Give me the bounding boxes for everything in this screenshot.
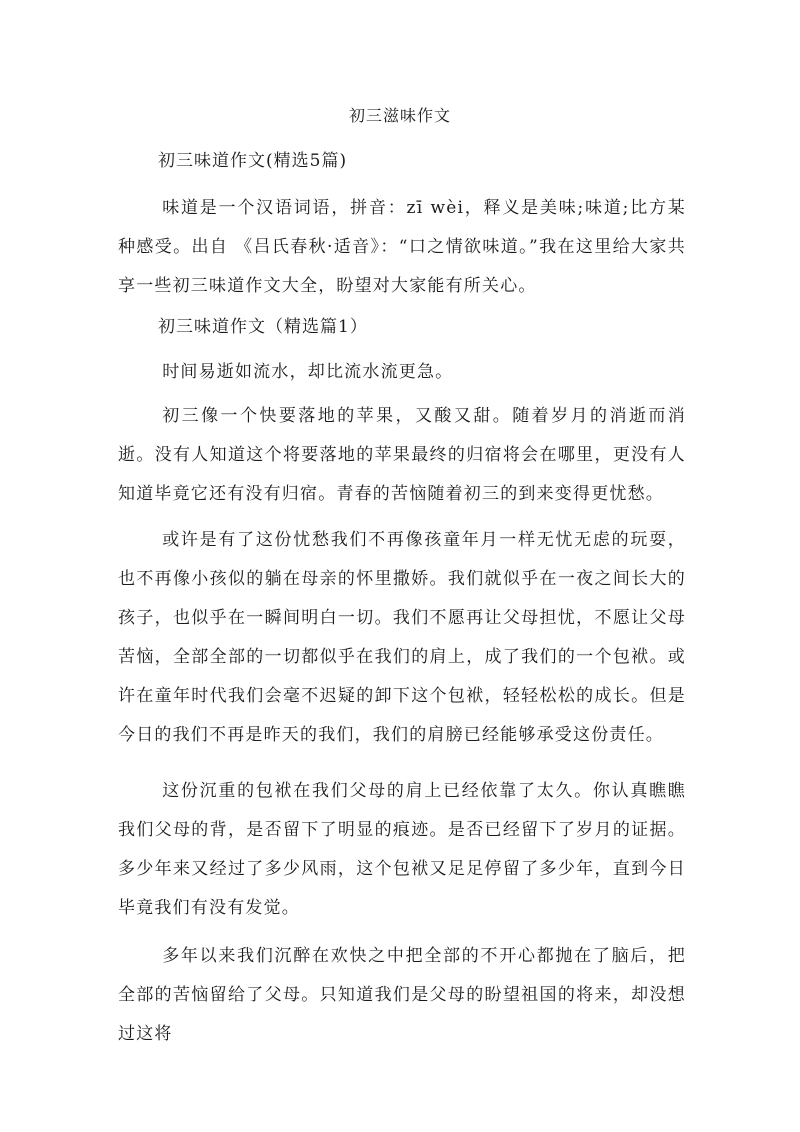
body-paragraph-5: 多年以来我们沉醉在欢快之中把全部的不开心都抛在了脑后，把全部的苦恼留给了父母。只知道我们是父母的盼望祖国的将来，却没想过这将	[118, 946, 686, 1044]
body-paragraph-1: 时间易逝如流水，却比流水流更急。	[162, 362, 454, 382]
body-paragraph-4: 这份沉重的包袱在我们父母的肩上已经依靠了太久。你认真瞧瞧我们父母的背，是否留下了明显的痕迹。是否已经留下了岁月的证据。多少年来又经过了多少风雨，这个包袱又足足停留了多少年，直到今日毕竟我们有没有发觉。	[118, 781, 686, 918]
intro-paragraph: 味道是一个汉语词语，拼音：zī wèi，释义是美味;味道;比方某种感受。出自 《吕氏春秋·适音》：“口之情欲味道。”我在这里给大家共享一些初三味道作文大全，盼望对大家能有所关心。	[118, 198, 686, 296]
document-subtitle: 初三味道作文(精选5篇)	[158, 151, 348, 171]
body-paragraph-3: 或许是有了这份忧愁我们不再像孩童年月一样无忧无虑的玩耍，也不再像小孩似的躺在母亲的怀里撒娇。我们就似乎在一夜之间长大的孩子，也似乎在一瞬间明白一切。我们不愿再让父母担忧，不愿让父母苦恼，全部全部的一切都似乎在我们的肩上，成了我们的一个包袱。或许在童年时代我们会毫不迟疑的卸下这个包袱，轻轻松松的成长。但是今日的我们不再是昨天的我们，我们的肩膀已经能够承受这份责任。	[118, 530, 686, 745]
document-title: 初三滋味作文	[348, 106, 451, 125]
body-paragraph-2: 初三像一个快要落地的苹果，又酸又甜。随着岁月的消逝而消逝。没有人知道这个将要落地的苹果最终的归宿将会在哪里，更没有人知道毕竟它还有没有归宿。青春的苦恼随着初三的到来变得更忧愁。	[118, 406, 686, 504]
section-heading: 初三味道作文（精选篇1）	[158, 317, 368, 337]
